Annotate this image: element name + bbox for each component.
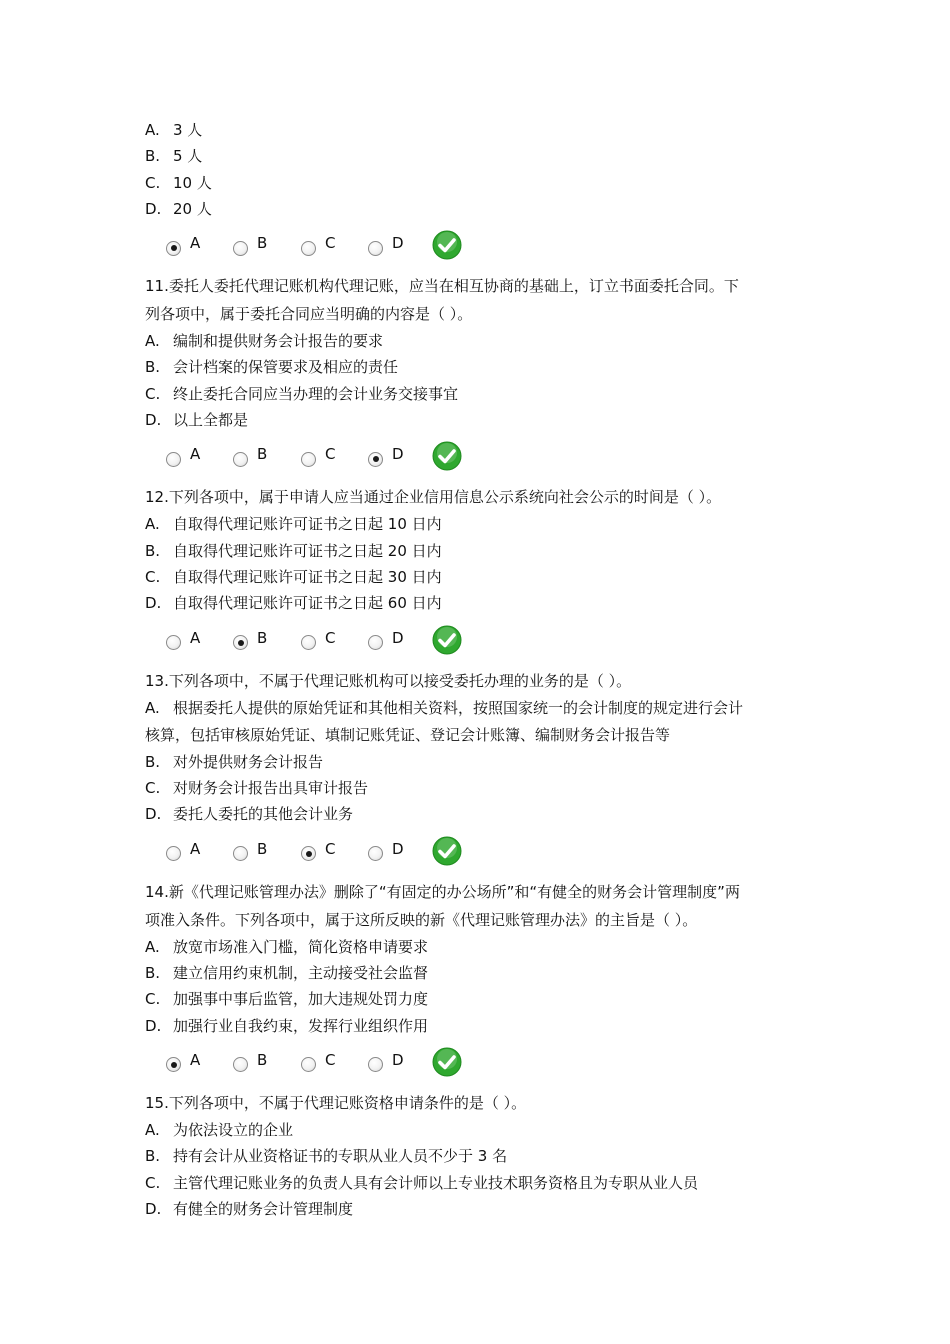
- option-text: 20 人: [173, 199, 212, 218]
- option-text: 编制和提供财务会计报告的要求: [173, 332, 384, 351]
- option-text: 委托人委托的其他会计业务: [173, 805, 354, 824]
- option-letter: A.: [145, 698, 160, 717]
- option-line: [145, 960, 815, 986]
- radio-option-a[interactable]: [166, 1047, 200, 1077]
- question-stem: 14.新《代理记账管理办法》删除了“有固定的办公场所”和“有健全的财务会计管理制度”两: [145, 882, 740, 901]
- option-line: [145, 170, 815, 196]
- option-line: [145, 354, 815, 380]
- radio-option-d[interactable]: [368, 625, 404, 655]
- option-text: 自取得代理记账许可证书之日起 10 日内: [173, 515, 442, 534]
- radio-option-b[interactable]: [233, 1047, 267, 1077]
- option-line: [145, 1013, 815, 1039]
- option-text: 放宽市场准入门槛，简化资格申请要求: [173, 937, 429, 956]
- option-text: 根据委托人提供的原始凭证和其他相关资料，按照国家统一的会计制度的规定进行会计: [173, 698, 744, 717]
- option-letter: D.: [145, 805, 162, 824]
- radio-option-a[interactable]: [166, 441, 200, 471]
- option-line: [145, 117, 815, 143]
- option-text: 自取得代理记账许可证书之日起 60 日内: [173, 594, 442, 613]
- question-stem: 13.下列各项中，不属于代理记账机构可以接受委托办理的业务的是（ ）。: [145, 671, 632, 690]
- radio-label: D: [392, 234, 404, 253]
- option-text: 对财务会计报告出具审计报告: [173, 779, 369, 798]
- radio-button[interactable]: [166, 846, 181, 861]
- radio-option-c[interactable]: [301, 230, 335, 260]
- option-text: 5 人: [173, 147, 203, 166]
- check-circle-icon: [432, 230, 462, 260]
- question-block: [145, 1089, 815, 1222]
- option-line: [145, 196, 815, 222]
- option-text: 加强行业自我约束，发挥行业组织作用: [173, 1016, 429, 1035]
- option-line: [145, 801, 815, 827]
- radio-button[interactable]: [233, 452, 248, 467]
- radio-option-d[interactable]: [368, 836, 404, 866]
- radio-option-d[interactable]: [368, 441, 404, 471]
- radio-option-a[interactable]: [166, 836, 200, 866]
- option-letter: C.: [145, 1173, 161, 1192]
- radio-button[interactable]: [301, 241, 316, 256]
- option-letter: B.: [145, 964, 161, 983]
- radio-label: D: [392, 445, 404, 464]
- option-line: [145, 538, 815, 564]
- radio-button[interactable]: [301, 1057, 316, 1072]
- option-letter: A.: [145, 332, 160, 351]
- radio-option-d[interactable]: [368, 1047, 404, 1077]
- answer-row: [145, 1047, 815, 1085]
- option-letter: A.: [145, 515, 160, 534]
- radio-option-b[interactable]: [233, 230, 267, 260]
- option-text: 3 人: [173, 121, 203, 139]
- option-text: 10 人: [173, 173, 212, 192]
- option-line: [145, 328, 815, 354]
- option-letter: D.: [145, 411, 162, 430]
- radio-option-c[interactable]: [301, 441, 335, 471]
- radio-button[interactable]: [301, 846, 316, 861]
- option-text: 加强事中事后监管，加大违规处罚力度: [173, 990, 429, 1009]
- option-letter: B.: [145, 358, 161, 377]
- question-block: [145, 272, 815, 479]
- radio-button[interactable]: [233, 241, 248, 256]
- option-text: 为依法设立的企业: [173, 1120, 294, 1139]
- option-letter: D.: [145, 1016, 162, 1035]
- radio-option-c[interactable]: [301, 836, 335, 866]
- quiz-document: [145, 117, 815, 1222]
- option-text: 自取得代理记账许可证书之日起 30 日内: [173, 567, 442, 586]
- option-letter: C.: [145, 173, 161, 192]
- option-letter: D.: [145, 1199, 162, 1218]
- option-letter: B.: [145, 1147, 161, 1166]
- radio-option-d[interactable]: [368, 230, 404, 260]
- option-letter: B.: [145, 752, 161, 771]
- option-line: [145, 511, 815, 537]
- option-line: [145, 143, 815, 169]
- radio-button[interactable]: [233, 635, 248, 650]
- option-text: 有健全的财务会计管理制度: [173, 1199, 354, 1218]
- option-line: [145, 1143, 815, 1169]
- radio-button[interactable]: [233, 846, 248, 861]
- option-line: [145, 1117, 815, 1143]
- radio-label: D: [392, 1050, 404, 1069]
- radio-button[interactable]: [368, 452, 383, 467]
- radio-button[interactable]: [166, 241, 181, 256]
- radio-label: B: [257, 445, 268, 464]
- option-letter: C.: [145, 384, 161, 403]
- radio-label: B: [257, 628, 268, 647]
- question-stem: 15.下列各项中，不属于代理记账资格申请条件的是（ ）。: [145, 1093, 527, 1112]
- option-letter: D.: [145, 199, 162, 218]
- question-stem: 11.委托人委托代理记账机构代理记账，应当在相互协商的基础上，订立书面委托合同。下: [145, 277, 739, 296]
- radio-button[interactable]: [166, 635, 181, 650]
- option-line: [145, 407, 815, 433]
- option-line: [145, 590, 815, 616]
- radio-label: C: [325, 445, 336, 464]
- check-circle-icon: [432, 625, 462, 655]
- radio-option-b[interactable]: [233, 441, 267, 471]
- option-text: 持有会计从业资格证书的专职从业人员不少于 3 名: [173, 1147, 508, 1166]
- option-letter: B.: [145, 147, 161, 166]
- check-circle-icon: [432, 836, 462, 866]
- check-circle-icon: [432, 1047, 462, 1077]
- answer-row: [145, 625, 815, 663]
- check-circle-icon: [432, 441, 462, 471]
- option-letter: C.: [145, 990, 161, 1009]
- radio-label: A: [190, 628, 201, 647]
- radio-button[interactable]: [301, 635, 316, 650]
- radio-option-c[interactable]: [301, 1047, 335, 1077]
- radio-label: B: [257, 839, 268, 858]
- question-block: [145, 117, 815, 268]
- option-line: [145, 564, 815, 590]
- radio-label: A: [190, 1050, 201, 1069]
- question-block: [145, 483, 815, 662]
- radio-label: C: [325, 628, 336, 647]
- radio-button[interactable]: [368, 1057, 383, 1072]
- radio-option-b[interactable]: [233, 625, 267, 655]
- radio-button[interactable]: [166, 1057, 181, 1072]
- option-continuation: 核算，包括审核原始凭证、填制记账凭证、登记会计账簿、编制财务会计报告等: [145, 725, 671, 744]
- question-block: [145, 878, 815, 1085]
- radio-label: A: [190, 234, 201, 253]
- answer-row: [145, 230, 815, 268]
- radio-button[interactable]: [368, 635, 383, 650]
- option-line: [145, 1196, 815, 1222]
- option-letter: A.: [145, 1120, 160, 1139]
- option-line: [145, 695, 815, 721]
- radio-label: A: [190, 445, 201, 464]
- radio-label: C: [325, 839, 336, 858]
- option-text: 终止委托合同应当办理的会计业务交接事宜: [173, 384, 459, 403]
- radio-button[interactable]: [166, 452, 181, 467]
- radio-button[interactable]: [368, 846, 383, 861]
- radio-label: A: [190, 839, 201, 858]
- radio-label: C: [325, 1050, 336, 1069]
- question-stem: 列各项中，属于委托合同应当明确的内容是（ ）。: [145, 305, 473, 324]
- radio-button[interactable]: [301, 452, 316, 467]
- radio-button[interactable]: [233, 1057, 248, 1072]
- radio-option-a[interactable]: [166, 625, 200, 655]
- radio-option-a[interactable]: [166, 230, 200, 260]
- option-letter: C.: [145, 567, 161, 586]
- option-letter: A.: [145, 937, 160, 956]
- question-block: [145, 667, 815, 874]
- question-stem: 项准入条件。下列各项中，属于这所反映的新《代理记账管理办法》的主旨是（ ）。: [145, 910, 698, 929]
- option-text: 主管代理记账业务的负责人具有会计师以上专业技术职务资格且为专职从业人员: [173, 1173, 699, 1192]
- option-text: 自取得代理记账许可证书之日起 20 日内: [173, 541, 442, 560]
- option-text: 对外提供财务会计报告: [173, 752, 324, 771]
- radio-label: B: [257, 1050, 268, 1069]
- option-line: [145, 934, 815, 960]
- radio-label: D: [392, 839, 404, 858]
- option-text: 建立信用约束机制，主动接受社会监督: [173, 964, 429, 983]
- radio-label: C: [325, 234, 336, 253]
- option-letter: C.: [145, 779, 161, 798]
- radio-label: B: [257, 234, 268, 253]
- answer-row: [145, 836, 815, 874]
- option-line: [145, 986, 815, 1012]
- answer-row: [145, 441, 815, 479]
- option-letter: D.: [145, 594, 162, 613]
- option-line: [145, 749, 815, 775]
- option-letter: B.: [145, 541, 161, 560]
- option-line: [145, 1170, 815, 1196]
- option-text: 会计档案的保管要求及相应的责任: [173, 358, 399, 377]
- radio-button[interactable]: [368, 241, 383, 256]
- option-text: 以上全都是: [173, 411, 249, 430]
- radio-option-b[interactable]: [233, 836, 267, 866]
- radio-option-c[interactable]: [301, 625, 335, 655]
- question-stem: 12.下列各项中，属于申请人应当通过企业信用信息公示系统向社会公示的时间是（ ）。: [145, 488, 722, 507]
- option-letter: A.: [145, 121, 160, 139]
- option-line: [145, 775, 815, 801]
- radio-label: D: [392, 628, 404, 647]
- option-line: [145, 381, 815, 407]
